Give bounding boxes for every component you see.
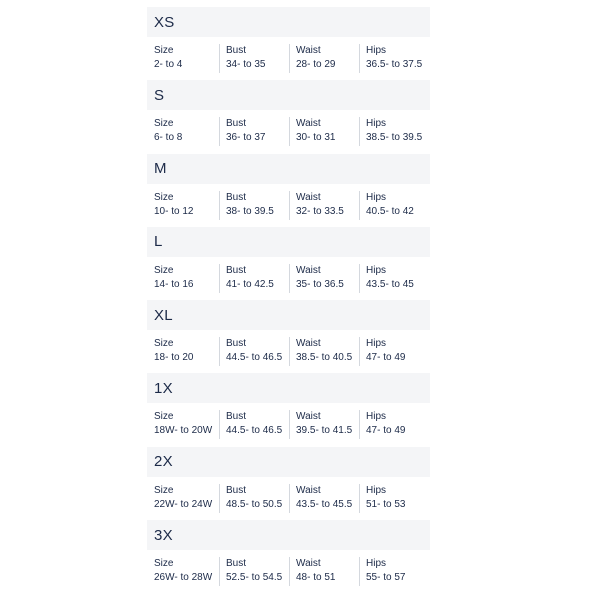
measurement-label: Bust xyxy=(226,191,247,203)
size-heading: 1X xyxy=(147,373,430,403)
size-heading: L xyxy=(147,227,430,257)
measurement-label: Waist xyxy=(296,118,321,130)
measurement-label: Hips xyxy=(366,484,387,496)
measurement-cell xyxy=(219,191,289,220)
measurement-cell xyxy=(359,337,429,366)
size-heading: 3X xyxy=(147,520,430,550)
measurement-label: Bust xyxy=(226,118,247,130)
measurement-label: Bust xyxy=(226,558,247,570)
size-group xyxy=(147,300,430,373)
measurement-label: Hips xyxy=(366,338,387,350)
measurement-value: 2- to 4 xyxy=(154,59,183,70)
measurement-value: 38- to 39.5 xyxy=(226,205,274,217)
measurement-value: 36- to 37 xyxy=(226,132,266,144)
measurement-label: Waist xyxy=(296,264,321,276)
measurement-value: 10- to 12 xyxy=(154,205,194,217)
measurement-cell xyxy=(359,557,429,586)
measurement-value: 55- to 57 xyxy=(366,572,406,584)
measurement-cell xyxy=(219,117,289,146)
measurement-row xyxy=(147,184,430,220)
measurement-label: Size xyxy=(154,191,174,203)
size-group xyxy=(147,80,430,153)
measurement-cell xyxy=(219,410,289,439)
measurement-cell xyxy=(359,191,429,220)
measurement-label: Bust xyxy=(226,338,247,350)
measurement-cell xyxy=(289,484,359,513)
measurement-value: 38.5- to 40.5 xyxy=(296,352,353,364)
measurement-cell xyxy=(219,337,289,366)
measurement-value: 22W- to 24W xyxy=(154,498,213,510)
measurement-value: 28- to 29 xyxy=(296,59,336,70)
measurement-label: Bust xyxy=(226,45,247,56)
size-heading: XL xyxy=(147,300,430,330)
measurement-value: 32- to 33.5 xyxy=(296,205,344,217)
measurement-value: 35- to 36.5 xyxy=(296,278,344,290)
measurement-value: 38.5- to 39.5 xyxy=(366,132,423,144)
measurement-cell xyxy=(219,44,289,73)
measurement-value: 47- to 49 xyxy=(366,352,406,364)
measurement-label: Bust xyxy=(226,484,247,496)
measurement-row xyxy=(147,550,430,586)
measurement-cell xyxy=(219,264,289,293)
measurement-label: Waist xyxy=(296,484,321,496)
measurement-label: Hips xyxy=(366,118,387,130)
measurement-value: 39.5- to 41.5 xyxy=(296,425,353,437)
measurement-cell xyxy=(359,410,429,439)
measurement-value: 36.5- to 37.5 xyxy=(366,59,423,70)
size-chart xyxy=(147,7,430,593)
measurement-label: Hips xyxy=(366,45,387,56)
measurement-value: 48.5- to 50.5 xyxy=(226,498,283,510)
measurement-value: 48- to 51 xyxy=(296,572,336,584)
size-group xyxy=(147,373,430,446)
measurement-value: 30- to 31 xyxy=(296,132,336,144)
measurement-label: Size xyxy=(154,338,174,350)
size-heading: M xyxy=(147,154,430,184)
measurement-cell xyxy=(359,117,429,146)
measurement-label: Waist xyxy=(296,45,321,56)
measurement-value: 18- to 20 xyxy=(154,352,194,364)
measurement-label: Bust xyxy=(226,264,247,276)
measurement-cell xyxy=(289,191,359,220)
size-heading: XS xyxy=(147,7,430,37)
size-group xyxy=(147,154,430,227)
measurement-value: 34- to 35 xyxy=(226,59,266,70)
size-group xyxy=(147,7,430,80)
measurement-cell xyxy=(359,264,429,293)
measurement-label: Hips xyxy=(366,264,387,276)
size-heading: S xyxy=(147,80,430,110)
measurement-row xyxy=(147,403,430,439)
measurement-value: 43.5- to 45 xyxy=(366,278,414,290)
measurement-label: Size xyxy=(154,264,174,276)
measurement-cell xyxy=(289,117,359,146)
measurement-label: Hips xyxy=(366,191,387,203)
measurement-label: Waist xyxy=(296,338,321,350)
measurement-label: Waist xyxy=(296,191,321,203)
measurement-row xyxy=(147,37,430,73)
measurement-row xyxy=(147,330,430,366)
measurement-value: 44.5- to 46.5 xyxy=(226,425,283,437)
measurement-label: Waist xyxy=(296,558,321,570)
measurement-value: 43.5- to 45.5 xyxy=(296,498,353,510)
measurement-row xyxy=(147,257,430,293)
measurement-cell xyxy=(147,557,219,586)
measurement-cell xyxy=(219,484,289,513)
measurement-cell xyxy=(289,557,359,586)
measurement-label: Size xyxy=(154,45,174,56)
measurement-cell xyxy=(147,191,219,220)
measurement-cell xyxy=(147,264,219,293)
measurement-label: Waist xyxy=(296,411,321,423)
measurement-cell xyxy=(147,484,219,513)
measurement-value: 41- to 42.5 xyxy=(226,278,274,290)
measurement-cell xyxy=(359,44,429,73)
measurement-row xyxy=(147,477,430,513)
size-group xyxy=(147,520,430,593)
measurement-label: Size xyxy=(154,118,174,130)
measurement-cell xyxy=(289,337,359,366)
measurement-value: 44.5- to 46.5 xyxy=(226,352,283,364)
size-group xyxy=(147,227,430,300)
measurement-label: Size xyxy=(154,411,174,423)
measurement-value: 26W- to 28W xyxy=(154,572,213,584)
size-heading: 2X xyxy=(147,447,430,477)
measurement-label: Hips xyxy=(366,558,387,570)
measurement-value: 47- to 49 xyxy=(366,425,406,437)
measurement-value: 52.5- to 54.5 xyxy=(226,572,283,584)
measurement-cell xyxy=(219,557,289,586)
measurement-cell xyxy=(147,410,219,439)
measurement-cell xyxy=(147,44,219,73)
measurement-label: Size xyxy=(154,484,174,496)
measurement-label: Hips xyxy=(366,411,387,423)
measurement-cell xyxy=(289,44,359,73)
size-group xyxy=(147,447,430,520)
measurement-label: Size xyxy=(154,558,174,570)
measurement-cell xyxy=(147,117,219,146)
measurement-cell xyxy=(289,410,359,439)
measurement-value: 14- to 16 xyxy=(154,278,194,290)
measurement-row xyxy=(147,110,430,146)
measurement-value: 6- to 8 xyxy=(154,132,183,144)
measurement-label: Bust xyxy=(226,411,247,423)
measurement-value: 51- to 53 xyxy=(366,498,406,510)
measurement-value: 40.5- to 42 xyxy=(366,205,414,217)
measurement-cell xyxy=(359,484,429,513)
measurement-cell xyxy=(289,264,359,293)
measurement-cell xyxy=(147,337,219,366)
measurement-value: 18W- to 20W xyxy=(154,425,213,437)
